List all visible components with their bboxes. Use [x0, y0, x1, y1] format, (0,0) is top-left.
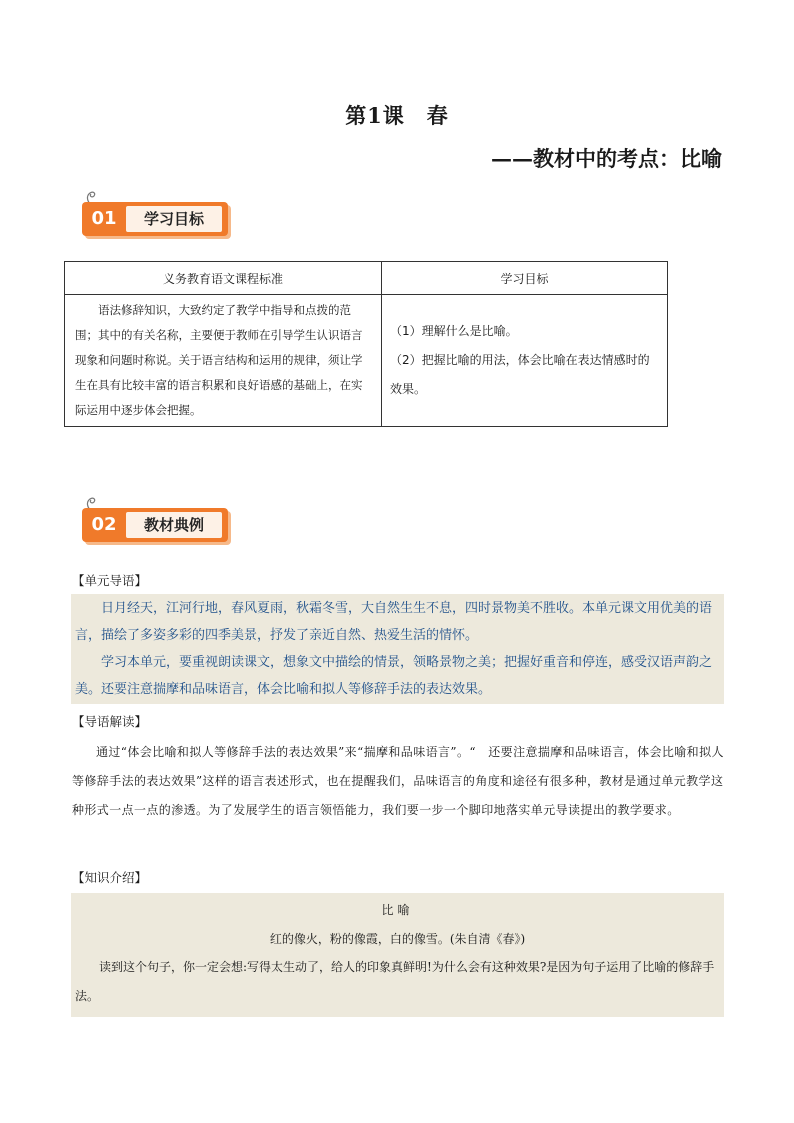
- knowledge-band: [71, 893, 724, 1017]
- knowledge-description: 读到这个句子，你一定会想:写得太生动了，给人的印象真鲜明!为什么会有这种效果?是因为句子运用了比喻的修辞手法。: [75, 960, 715, 1003]
- table-header-row: [65, 262, 668, 295]
- standard-text: 语法修辞知识，大致约定了教学中指导和点拨的范围；其中的有关名称，主要便于教师在引导学生认识语言现象和问题时称说。关于语言结构和运用的规律，须让学生在具有比较丰富的语言积累和良好语感的基础上，在实际运用中逐步体会把握。: [65, 295, 382, 427]
- badge-number: 02: [91, 514, 117, 535]
- interpretation-text: 通过“体会比喻和拟人等修辞手法的表达效果”来“揣摩和品味语言”。“ 还要注意揣摩和品味语言，体会比喻和拟人等修辞手法的表达效果”这样的语言表述形式，也在提醒我们，品味语言的角度和途径有很多种，教材是通过单元教学这种形式一点一点的渗透。为了发展学生的语言领悟能力，我们要一步一个脚印地落实单元导读提出的教学要求。: [72, 745, 724, 817]
- knowledge-heading: 比喻: [381, 903, 414, 917]
- knowledge-label: 【知识介绍】: [72, 870, 148, 885]
- unit-guide-paragraph: 学习本单元，要重视朗读课文，想象文中描绘的情景，领略景物之美；把握好重音和停连，感受汉语声韵之美。还要注意揣摩和品味语言，体会比喻和拟人等修辞手法的表达效果。: [75, 655, 713, 697]
- badge-label: 学习目标: [126, 206, 222, 232]
- interpretation-label: 【导语解读】: [72, 714, 148, 729]
- goals-cell: [382, 295, 668, 427]
- badge-number: 01: [91, 208, 117, 229]
- unit-guide-paragraph: 日月经天，江河行地，春风夏雨，秋霜冬雪，大自然生生不息，四时景物美不胜收。本单元课文用优美的语言，描绘了多姿多彩的四季美景，抒发了亲近自然、热爱生活的情怀。: [75, 601, 713, 643]
- standards-table: [64, 261, 668, 427]
- goal-item: （1）理解什么是比喻。: [390, 324, 518, 338]
- goal-item: （2）把握比喻的用法，体会比喻在表达情感时的效果。: [390, 353, 650, 396]
- table-header-standard: 义务教育语文课程标准: [65, 262, 382, 295]
- unit-guide-label: 【单元导语】: [72, 573, 148, 588]
- badge-label: 教材典例: [126, 512, 222, 538]
- table-header-goals: 学习目标: [382, 262, 668, 295]
- section-badge-goals: [82, 190, 232, 238]
- unit-guide-band: [71, 594, 724, 704]
- table-row: [65, 295, 668, 427]
- knowledge-example: 红的像火，粉的像霞，白的像雪。(朱自清《春》): [269, 932, 526, 946]
- page-title: 第1课 春: [345, 103, 449, 128]
- section-badge-examples: [82, 496, 232, 544]
- page-subtitle: ——教材中的考点：比喻: [491, 146, 722, 171]
